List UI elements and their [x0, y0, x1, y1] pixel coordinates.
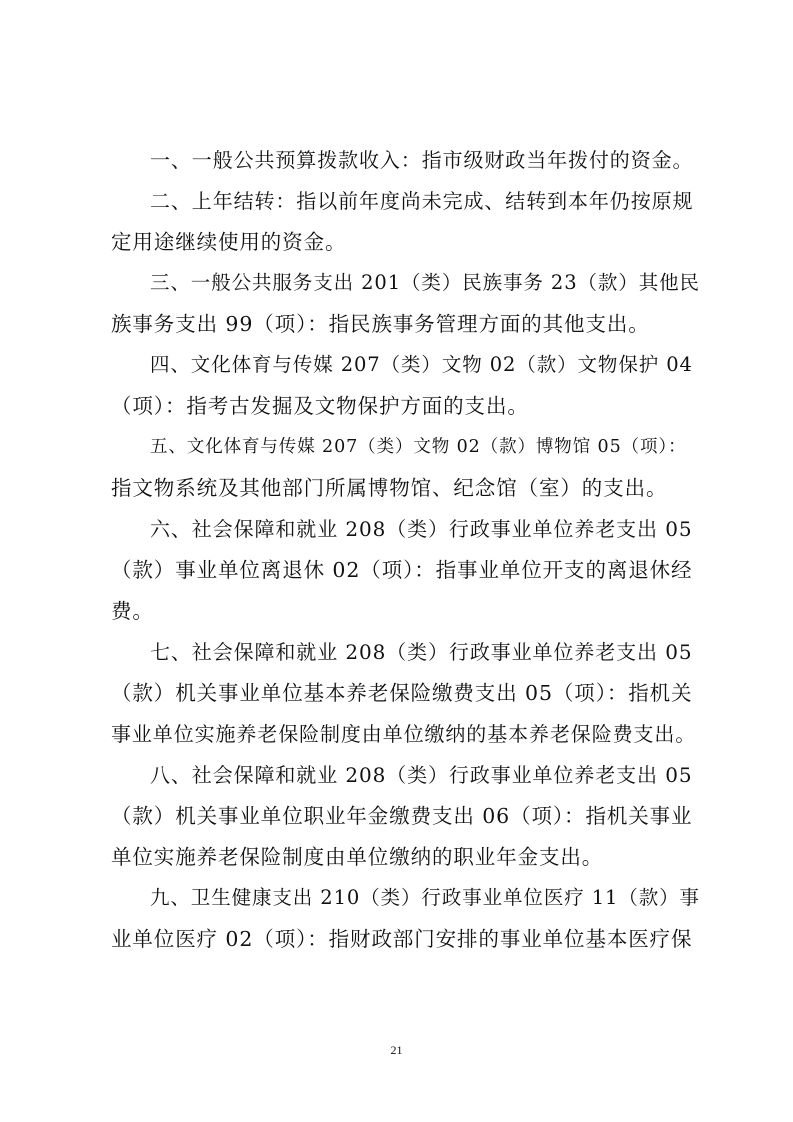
- text-line-16: 八、社会保障和就业 208（类）行政事业单位养老支出 05: [150, 763, 693, 787]
- text-line-15: 事业单位实施养老保险制度由单位缴纳的基本养老保险费支出。: [111, 722, 697, 746]
- text-line-2: 二、上年结转：指以前年度尚未完成、结转到本年仍按原规: [150, 189, 694, 213]
- text-line-3: 定用途继续使用的资金。: [111, 230, 347, 254]
- text-line-11: （款）事业单位离退休 02（项）：指事业单位开支的离退休经: [111, 558, 693, 582]
- text-line-20: 业单位医疗 02（项）：指财政部门安排的事业单位基本医疗保: [111, 927, 693, 951]
- text-line-5: 族事务支出 99（项）：指民族事务管理方面的其他支出。: [111, 312, 650, 336]
- text-line-7: （项）：指考古发掘及文物保护方面的支出。: [111, 394, 529, 418]
- text-line-9: 指文物系统及其他部门所属博物馆、纪念馆（室）的支出。: [111, 476, 668, 500]
- text-line-18: 单位实施养老保险制度由单位缴纳的职业年金支出。: [111, 845, 604, 869]
- text-line-14: （款）机关事业单位基本养老保险缴费支出 05（项）：指机关: [111, 681, 693, 705]
- text-line-6: 四、文化体育与传媒 207（类）文物 02（款）文物保护 04: [150, 353, 693, 376]
- text-line-17: （款）机关事业单位职业年金缴费支出 06（项）：指机关事业: [111, 804, 693, 828]
- text-line-4: 三、一般公共服务支出 201（类）民族事务 23（款）其他民: [150, 271, 700, 294]
- page-number: 21: [390, 1043, 403, 1057]
- text-line-1: 一、一般公共预算拨款收入：指市级财政当年拨付的资金。: [150, 148, 694, 172]
- text-line-8: 五、文化体育与传媒 207（类）文物 02（款）博物馆 05（项）：: [150, 437, 687, 457]
- text-line-19: 九、卫生健康支出 210（类）行政事业单位医疗 11（款）事: [150, 886, 700, 909]
- text-line-10: 六、社会保障和就业 208（类）行政事业单位养老支出 05: [150, 517, 693, 541]
- text-line-12: 费。: [111, 599, 154, 623]
- text-line-13: 七、社会保障和就业 208（类）行政事业单位养老支出 05: [150, 640, 693, 664]
